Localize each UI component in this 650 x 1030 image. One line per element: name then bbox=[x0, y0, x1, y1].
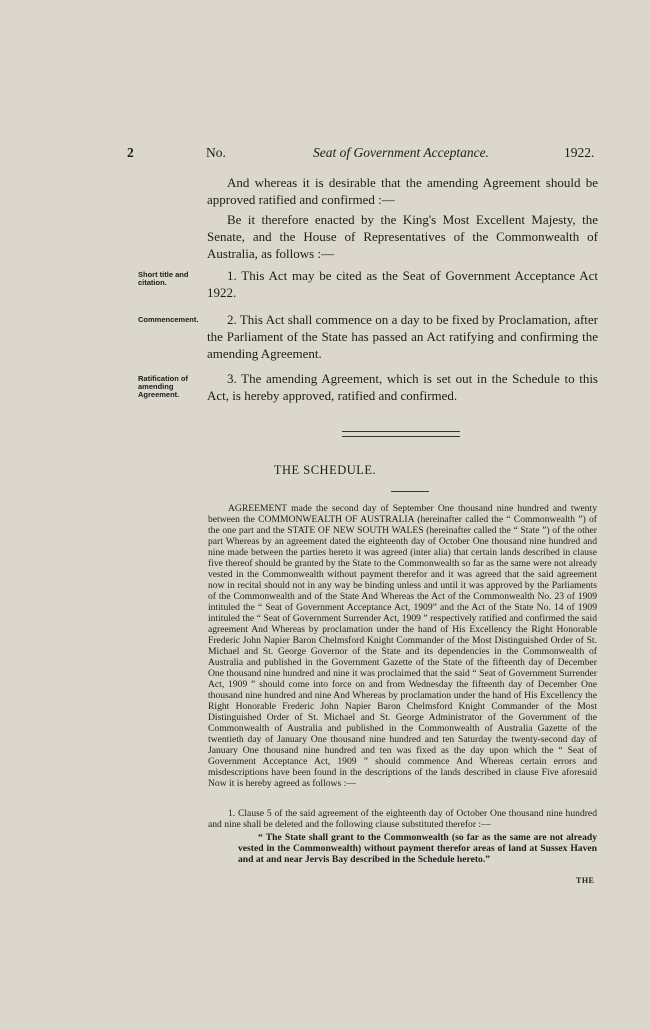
side-note-short-title: Short title and citation. bbox=[138, 270, 189, 287]
section-3: 3. The amending Agreement, which is set out in the Schedule to this Act, is hereby approved, ratified and confirmed. bbox=[207, 371, 598, 403]
page-number: 2 bbox=[127, 145, 134, 160]
preamble-whereas: And whereas it is desirable that the amending Agreement should be approved ratified and confirmed :— bbox=[207, 175, 598, 207]
double-rule-divider bbox=[342, 431, 460, 437]
schedule-clause-1: 1. Clause 5 of the said agreement of the eighteenth day of October One thousand nine hundred and nine shall be deleted and the following clause substituted therefor :— bbox=[208, 808, 597, 830]
schedule-title: THE SCHEDULE. bbox=[273, 463, 377, 477]
side-note-commencement: Commencement. bbox=[138, 315, 199, 324]
side-note-ratification: Ratification of amending Agreement. bbox=[138, 374, 188, 399]
section-1: 1. This Act may be cited as the Seat of Government Acceptance Act 1922. bbox=[207, 268, 598, 300]
quoted-clause-5: “ The State shall grant to the Commonwealth (so far as the same are not already vested in the Commonwealth) without payment therefor areas of land at Sussex Haven and at and near Jervis Bay described in the Schedule hereto.” bbox=[238, 832, 597, 865]
short-rule-divider bbox=[391, 491, 429, 492]
catchword: THE bbox=[576, 876, 595, 885]
header-year: 1922. bbox=[564, 145, 595, 160]
enacting-clause: Be it therefore enacted by the King's Most Excellent Majesty, the Senate, and the House of Representatives of the Commonwealth of Australia, as follows :— bbox=[207, 212, 598, 261]
act-number-label: No. bbox=[206, 145, 226, 160]
schedule-agreement-text: AGREEMENT made the second day of September One thousand nine hundred and twenty between the COMMONWEALTH OF AUSTRALIA (hereinafter called the “ Commonwealth ”) of the one part and the STATE OF NEW SOUTH WALES (hereinafter called the “ State ”) of the other part Whereas by an agreement dated the eighteenth day of October One thousand nine hundred and nine made between the parties hereto it was agreed (inter alia) that certain lands described in clause five thereof should be granted by the State to the Commonwealth so far as the same were not already vested in the Commonwealth without payment therefor and it was agreed that the said agreement now in recital should not in any way be binding unless and until it was approved by the Parliaments of the Commonwealth and of the State And Whereas the Act of the Commonwealth No. 23 of 1909 intituled the “ Seat of Government Acceptance Act, 1909” and the Act of the State No. 14 of 1909 intituled the “ Seat of Government Surrender Act, 1909 ” respectively ratified and confirmed the said agreement And Whereas by proclamation under the hand of His Excellency the Right Honorable Frederic John Napier Baron Chelmsford Knight Commander of the Most Distinguished Order of St. Michael and St. George Governor of the State and its dependencies in the Commonwealth of Australia and published in the Government Gazette of the State of the fifteenth day of December One thousand nine hundred and nine it was proclaimed that the said “ Seat of Government Surrender Act, 1909 ” should come into force on and from Wednesday the fifteenth day of December One thousand nine hundred and nine And Whereas by proclamation under the hand of His Excellency the Right Honorable Frederic John Napier Baron Chelmsford Knight Commander of the Most Distinguished Order of St. Michael and St. George Administrator of the Government of the Commonwealth of Australia and published in the Commonwealth of Australia Gazette of the twentieth day of January One thousand nine hundred and ten Saturday the twenty-second day of January One thousand nine hundred and ten was fixed as the day upon which the “ Seat of Government Acceptance Act, 1909 ” should commence And Whereas certain errors and misdescriptions have been found in the descriptions of the lands described in clause Five aforesaid Now it is hereby agreed as follows :— bbox=[208, 503, 597, 789]
running-header bbox=[0, 145, 650, 165]
running-title: Seat of Government Acceptance. bbox=[313, 145, 489, 160]
section-2: 2. This Act shall commence on a day to be fixed by Proclamation, after the Parliament of the State has passed an Act ratifying and confirming the amending Agreement. bbox=[207, 312, 598, 361]
